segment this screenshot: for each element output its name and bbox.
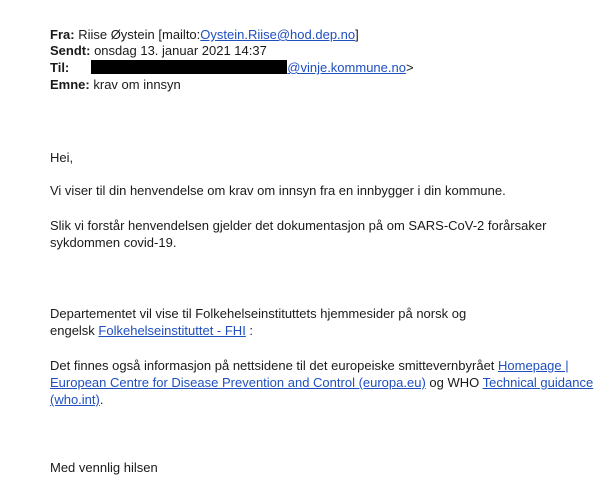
paragraph-3-suffix: : bbox=[245, 323, 254, 338]
paragraph-1: Vi viser til din henvendelse om krav om innsyn fra en innbygger i din kommune. bbox=[50, 183, 506, 198]
paragraph-3 bbox=[50, 305, 466, 339]
sent-value: onsdag 13. januar 2021 14:37 bbox=[94, 43, 267, 58]
from-close: ] bbox=[355, 27, 359, 42]
redacted-box bbox=[91, 60, 287, 74]
paragraph-2-line-2: sykdommen covid-19. bbox=[50, 235, 177, 250]
to-email-link[interactable]: @vinje.kommune.no bbox=[287, 60, 406, 75]
paragraph-2-line-1: Slik vi forstår henvendelsen gjelder det dokumentasjon på om SARS-CoV-2 forårsaker bbox=[50, 218, 547, 233]
paragraph-3-prefix: engelsk bbox=[50, 323, 99, 338]
fhi-link[interactable]: Folkehelseinstituttet - FHI bbox=[98, 323, 246, 338]
paragraph-3-line-2 bbox=[50, 322, 466, 339]
paragraph-4-prefix: Det finnes også informasjon på nettsidene til det europeiske smittevernbyrået bbox=[50, 358, 499, 373]
who-link-part-2[interactable]: (who.int) bbox=[50, 392, 100, 407]
ecdc-link-part-2[interactable]: European Centre for Disease Prevention and Control (europa.eu) bbox=[50, 375, 426, 390]
paragraph-4-line-1 bbox=[50, 357, 593, 374]
from-line bbox=[50, 27, 359, 43]
subject-value: krav om innsyn bbox=[93, 77, 181, 92]
closing: Med vennlig hilsen bbox=[50, 460, 158, 475]
subject-line bbox=[50, 77, 181, 93]
from-email-link[interactable]: Oystein.Riise@hod.dep.no bbox=[200, 27, 356, 42]
sent-line bbox=[50, 43, 267, 59]
to-close: > bbox=[405, 60, 414, 75]
paragraph-4-line-2 bbox=[50, 374, 593, 391]
from-name: Riise Øystein [mailto: bbox=[78, 27, 201, 42]
paragraph-3-line-1: Departementet vil vise til Folkehelseinstituttets hjemmesider på norsk og bbox=[50, 306, 467, 321]
ecdc-link-part-1[interactable]: Homepage | bbox=[498, 358, 569, 373]
paragraph-4-mid: og WHO bbox=[425, 375, 483, 390]
to-line bbox=[50, 60, 414, 76]
paragraph-4-line-3 bbox=[50, 391, 593, 408]
from-label: Fra: bbox=[50, 27, 75, 42]
who-link-part-1[interactable]: Technical guidance bbox=[482, 375, 594, 390]
to-label: Til: bbox=[50, 60, 70, 75]
paragraph-2 bbox=[50, 217, 546, 251]
paragraph-4 bbox=[50, 357, 593, 408]
subject-label: Emne: bbox=[50, 77, 90, 92]
sent-label: Sendt: bbox=[50, 43, 91, 58]
greeting: Hei, bbox=[50, 150, 74, 165]
paragraph-4-end: . bbox=[99, 392, 104, 407]
